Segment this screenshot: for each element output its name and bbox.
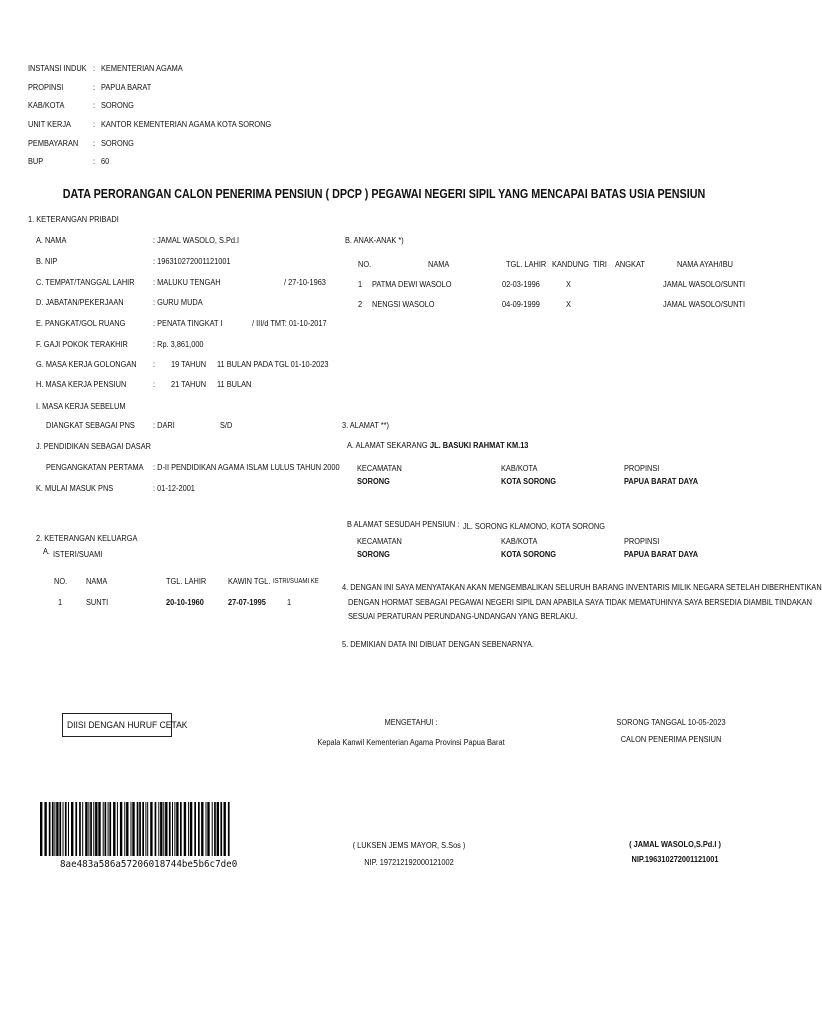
anak-tgl: 04-09-1999 — [502, 299, 540, 309]
mengetahui-nama: ( LUKSEN JEMS MAYOR, S.Sos ) — [352, 840, 466, 850]
mulai-label: K. MULAI MASUK PNS — [36, 483, 114, 493]
kecamatan-label: KECAMATAN — [357, 463, 402, 473]
anak-kandung: X — [566, 299, 571, 309]
pendidikan-value: : D-II PENDIDIKAN AGAMA ISLAM LULUS TAHUN 2000 — [153, 462, 340, 472]
barcode-bar — [142, 802, 144, 856]
alamat-sesudah-label: B ALAMAT SESUDAH PENSIUN : — [347, 519, 460, 529]
pribadi-heading: 1. KETERANGAN PRIBADI — [28, 214, 119, 224]
kecamatan-value: SORONG — [357, 476, 390, 486]
pangkat-label: E. PANGKAT/GOL RUANG — [36, 318, 126, 328]
diangkat-label: DIANGKAT SEBAGAI PNS — [46, 420, 135, 430]
barcode-bar — [220, 802, 222, 856]
nama-value: : JAMAL WASOLO, S.Pd.I — [153, 235, 240, 245]
istri-suami-label: ISTERI/SUAMI — [53, 549, 103, 559]
golongan-value: / III/d TMT: 01-10-2017 — [252, 318, 327, 328]
anak-ortu: JAMAL WASOLO/SUNTI — [663, 299, 745, 309]
tempat-lahir-value: : MALUKU TENGAH — [153, 277, 221, 287]
barcode-bar — [85, 802, 87, 856]
huruf-cetak-label: DIISI DENGAN HURUF CETAK — [67, 720, 188, 731]
barcode-bar — [150, 802, 152, 856]
anak-col-kandung: KANDUNG — [552, 259, 589, 269]
pendidikan-label: J. PENDIDIKAN SEBAGAI DASAR — [36, 441, 151, 451]
propinsi-value: PAPUA BARAT DAYA — [624, 549, 699, 559]
alamat-sekarang-value: JL. BASUKI RAHMAT KM.13 — [430, 440, 529, 450]
mengetahui-jabatan: Kepala Kanwil Kementerian Agama Provinsi Papua Barat — [317, 737, 505, 747]
mengetahui-nip: NIP. 197212192000121002 — [364, 857, 454, 867]
jabatan-value: : GURU MUDA — [153, 297, 203, 307]
barcode-bar — [44, 802, 46, 856]
keluarga-col-tgl: TGL. LAHIR — [166, 576, 207, 586]
demikian-text: 5. DEMIKIAN DATA INI DIBUAT DENGAN SEBENARNYA. — [342, 639, 534, 649]
mengetahui-label: MENGETAHUI : — [384, 717, 438, 727]
header-label-propinsi: PROPINSI — [28, 82, 64, 92]
barcode-bar — [132, 802, 134, 856]
keluarga-col-nama: NAMA — [86, 576, 108, 586]
barcode-bar — [163, 802, 164, 856]
pernyataan-line-2: DENGAN HORMAT SEBAGAI PEGAWAI NEGERI SIPIL DAN APABILA SAYA TIDAK MEMATUHINYA SAYA BERSEDIA DIAMBIL TINDAKAN — [348, 597, 812, 607]
barcode-bar — [126, 802, 128, 856]
jabatan-label: D. JABATAN/PEKERJAAN — [36, 297, 124, 307]
barcode-bar — [95, 802, 97, 856]
barcode-bar — [169, 802, 171, 856]
header-label-kabkota: KAB/KOTA — [28, 100, 65, 110]
barcode-bar — [71, 802, 73, 856]
barcode-bar — [217, 802, 219, 856]
ttl-label: C. TEMPAT/TANGGAL LAHIR — [36, 277, 135, 287]
anak-nama: PATMA DEWI WASOLO — [372, 279, 452, 289]
barcode-bar — [194, 802, 196, 856]
barcode-bar — [165, 802, 167, 856]
barcode-bar — [93, 802, 94, 856]
barcode-icon — [40, 802, 230, 856]
nama-label: A. NAMA — [36, 235, 67, 245]
barcode-bar — [79, 802, 81, 856]
kecamatan-value: SORONG — [357, 549, 390, 559]
istri-ke: 1 — [287, 597, 292, 607]
mkp-tahun: 21 TAHUN — [171, 379, 207, 389]
barcode-bar — [207, 802, 209, 856]
kabkota-value: KOTA SORONG — [501, 476, 557, 486]
barcode-bar — [124, 802, 125, 856]
barcode-bar — [212, 802, 213, 856]
mkg-tahun: 19 TAHUN — [171, 359, 207, 369]
anak-col-no: NO. — [358, 259, 372, 269]
msk-label: I. MASA KERJA SEBELUM — [36, 401, 126, 411]
barcode-bar — [54, 802, 55, 856]
anak-col-tiri: TIRI — [593, 259, 607, 269]
header-label-unitkerja: UNIT KERJA — [28, 119, 71, 129]
pangkat-value: : PENATA TINGKAT I — [153, 318, 223, 328]
barcode-bar — [56, 802, 58, 856]
barcode-bar — [145, 802, 146, 856]
sd-value: S/D — [220, 420, 233, 430]
anak-col-ortu: NAMA AYAH/IBU — [677, 259, 733, 269]
anak-ortu: JAMAL WASOLO/SUNTI — [663, 279, 745, 289]
barcode-bar — [158, 802, 159, 856]
barcode-bar — [176, 802, 178, 856]
propinsi-label: PROPINSI — [624, 536, 660, 546]
calon-tanggal: SORONG TANGGAL 10-05-2023 — [616, 717, 726, 727]
mkp-bulan: 11 BULAN — [217, 379, 252, 389]
barcode-bar — [103, 802, 104, 856]
barcode-bar — [228, 802, 230, 856]
pernyataan-line-1: 4. DENGAN INI SAYA MENYATAKAN AKAN MENGEMBALIKAN SELURUH BARANG INVENTARIS MILIK NEGARA SETELAH DIBERHENTIKAN — [342, 582, 822, 592]
barcode-bar — [184, 802, 186, 856]
header-value-propinsi: PAPUA BARAT — [101, 82, 152, 92]
barcode-bar — [147, 802, 148, 856]
istri-tgl: 20-10-1960 — [166, 597, 204, 607]
gaji-label: F. GAJI POKOK TERAKHIR — [36, 339, 128, 349]
barcode-bar — [88, 802, 89, 856]
keluarga-col-no: NO. — [54, 576, 68, 586]
nip-label: B. NIP — [36, 256, 58, 266]
keluarga-a-label: A. — [43, 546, 50, 556]
header-label-bup: BUP — [28, 156, 44, 166]
keluarga-heading: 2. KETERANGAN KELUARGA — [36, 533, 138, 543]
barcode-bar — [190, 802, 192, 856]
keluarga-col-kawin: KAWIN TGL. — [228, 576, 271, 586]
barcode-bar — [201, 802, 203, 856]
barcode-bar — [65, 802, 67, 856]
header-value-unitkerja: KANTOR KEMENTERIAN AGAMA KOTA SORONG — [101, 119, 272, 129]
barcode-bar — [131, 802, 132, 856]
barcode-bar — [139, 802, 141, 856]
kabkota-value: KOTA SORONG — [501, 549, 557, 559]
huruf-cetak-box — [62, 713, 188, 737]
barcode-bar — [90, 802, 92, 856]
pernyataan-line-3: SESUAI PERATURAN PERUNDANG-UNDANGAN YANG BERLAKU. — [348, 611, 578, 621]
dari-value: : DARI — [153, 420, 175, 430]
barcode-bar — [109, 802, 111, 856]
istri-kawin: 27-07-1995 — [228, 597, 266, 607]
mulai-value: : 01-12-2001 — [153, 483, 195, 493]
kabkota-label: KAB/KOTA — [501, 463, 538, 473]
alamat-sekarang-label: A. ALAMAT SEKARANG : — [347, 440, 432, 450]
anak-tgl: 02-03-1996 — [502, 279, 540, 289]
calon-label: CALON PENERIMA PENSIUN — [620, 734, 722, 744]
propinsi-value: PAPUA BARAT DAYA — [624, 476, 699, 486]
header-label-pembayaran: PEMBAYARAN — [28, 138, 79, 148]
tanggal-lahir-value: / 27-10-1963 — [284, 277, 326, 287]
barcode-bar — [59, 802, 61, 856]
gaji-value: : Rp. 3,861,000 — [153, 339, 204, 349]
anak-heading: B. ANAK-ANAK *) — [345, 235, 404, 245]
barcode-bar — [68, 802, 69, 856]
propinsi-label: PROPINSI — [624, 463, 660, 473]
barcode-bar — [63, 802, 64, 856]
header-value-pembayaran: SORONG — [101, 138, 134, 148]
kecamatan-label: KECAMATAN — [357, 536, 402, 546]
mkg-bulan: 11 BULAN PADA TGL 01-10-2023 — [217, 359, 329, 369]
header-label-instansi: INSTANSI INDUK — [28, 63, 87, 73]
barcode-bar — [224, 802, 226, 856]
barcode-bar — [160, 802, 162, 856]
barcode-bar — [49, 802, 51, 856]
header-value-instansi: KEMENTERIAN AGAMA — [101, 63, 183, 73]
nip-value: : 196310272001121001 — [153, 256, 231, 266]
anak-col-nama: NAMA — [428, 259, 450, 269]
barcode-bar — [40, 802, 42, 856]
pengangkatan-label: PENGANGKATAN PERTAMA — [46, 462, 144, 472]
barcode-bar — [108, 802, 109, 856]
header-value-kabkota: SORONG — [101, 100, 134, 110]
alamat-heading: 3. ALAMAT **) — [342, 420, 389, 430]
barcode-bar — [137, 802, 139, 856]
calon-nip: NIP.196310272001121001 — [631, 854, 719, 864]
anak-col-angkat: ANGKAT — [615, 259, 645, 269]
barcode-bar — [117, 802, 118, 856]
barcode-bar — [198, 802, 200, 856]
barcode-bar — [113, 802, 115, 856]
barcode-bar — [214, 802, 216, 856]
calon-nama: ( JAMAL WASOLO,S.Pd.I ) — [629, 839, 721, 849]
anak-kandung: X — [566, 279, 571, 289]
header-value-bup: 60 — [101, 156, 110, 166]
barcode-bar — [174, 802, 175, 856]
barcode-bar — [180, 802, 182, 856]
barcode-bar — [172, 802, 173, 856]
anak-col-tgl: TGL. LAHIR — [506, 259, 547, 269]
mkg-label: G. MASA KERJA GOLONGAN — [36, 359, 137, 369]
barcode-bar — [155, 802, 157, 856]
barcode-text: 8ae483a586a57206018744be5b6c7de0 — [60, 859, 238, 870]
istri-nama: SUNTI — [86, 597, 109, 607]
barcode-bar — [98, 802, 100, 856]
document-title: DATA PERORANGAN CALON PENERIMA PENSIUN ( DPCP ) PEGAWAI NEGERI SIPIL YANG MENCAPAI BATAS USIA PENSIUN — [62, 187, 706, 201]
mkp-label: H. MASA KERJA PENSIUN — [36, 379, 127, 389]
barcode-bar — [105, 802, 107, 856]
barcode-bar — [120, 802, 122, 856]
kabkota-label: KAB/KOTA — [501, 536, 538, 546]
barcode-bar — [52, 802, 54, 856]
alamat-sesudah-value: JL. SORONG KLAMONO, KOTA SORONG — [463, 521, 605, 531]
barcode-bar — [75, 802, 77, 856]
anak-nama: NENGSI WASOLO — [372, 299, 435, 309]
barcode-bar — [206, 802, 207, 856]
keluarga-col-ke: ISTRI/SUAMI KE — [273, 578, 319, 585]
barcode-bar — [82, 802, 83, 856]
barcode-bar — [188, 802, 189, 856]
